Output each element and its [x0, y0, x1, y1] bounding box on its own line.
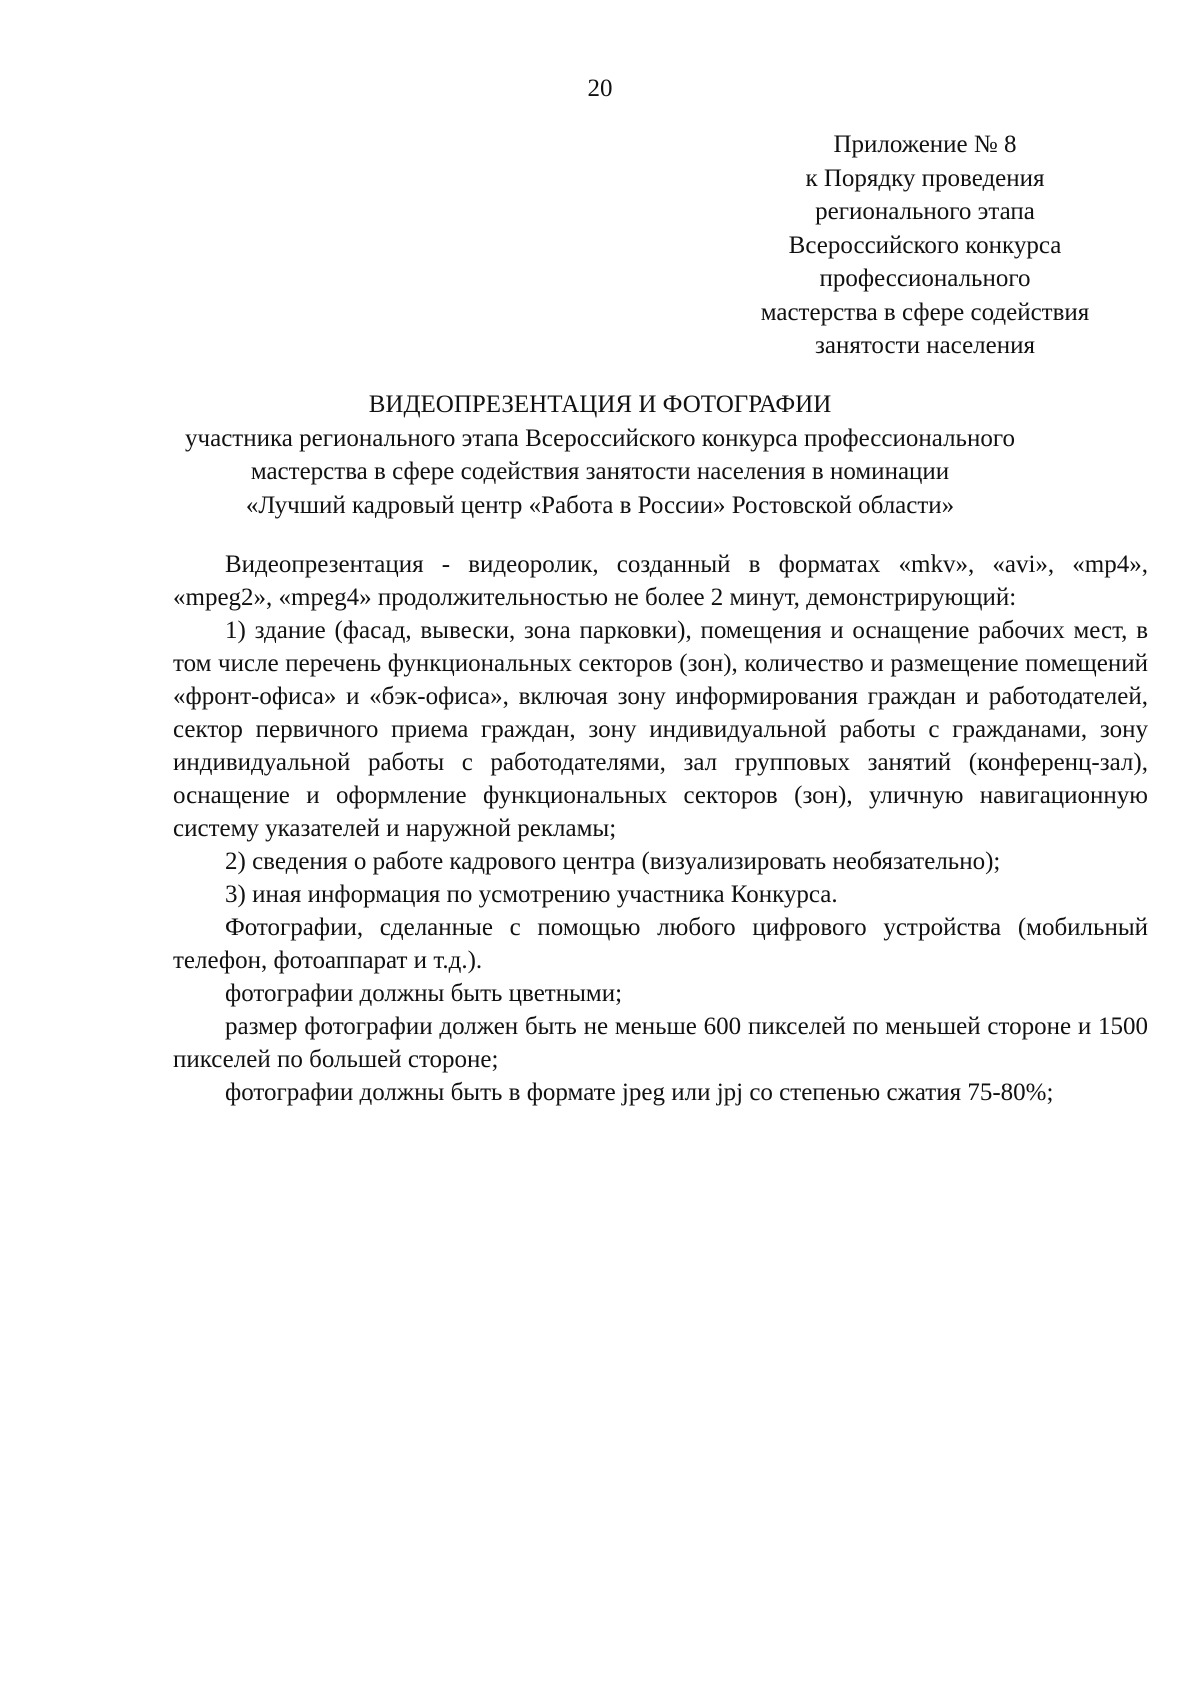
page-number: 20: [587, 75, 613, 102]
paragraph-item-3: 3) иная информация по усмотрению участника Конкурса.: [225, 881, 838, 908]
title-subline: «Лучший кадровый центр «Работа в России» Ростовской области»: [245, 491, 955, 519]
appendix-line: Приложение № 8: [833, 131, 1017, 158]
paragraph-photos: Фотографии, сделанные с помощью любого цифрового устройства (мобильный телефон, фотоаппарат и т.д.).: [173, 914, 1148, 974]
appendix-line: занятости населения: [814, 332, 1036, 359]
paragraph-photos-size: размер фотографии должен быть не меньше 600 пикселей по меньшей стороне и 1500 пикселей по большей стороне;: [173, 1013, 1148, 1073]
appendix-line: к Порядку проведения: [805, 164, 1045, 192]
appendix-line: регионального этапа: [815, 198, 1035, 225]
appendix-line: Всероссийского конкурса: [788, 231, 1062, 259]
title-subline: мастерства в сфере содействия занятости населения в номинации: [250, 458, 950, 485]
appendix-line: профессионального: [819, 265, 1031, 292]
appendix-line: мастерства в сфере содействия: [760, 298, 1090, 326]
title-heading: ВИДЕОПРЕЗЕНТАЦИЯ И ФОТОГРАФИИ: [368, 391, 832, 418]
document-body: [173, 548, 1148, 1109]
paragraph-item-2: 2) сведения о работе кадрового центра (визуализировать необязательно);: [225, 848, 1001, 875]
appendix-block: [730, 128, 1120, 363]
paragraph-photos-color: фотографии должны быть цветными;: [225, 980, 623, 1007]
paragraph-videopresentation: Видеопрезентация - видеоролик, созданный в форматах «mkv», «avi», «mp4», «mpeg2», «mpeg4» продолжительностью не более 2 минут, демонстрирующий:: [173, 551, 1148, 611]
title-subline: участника регионального этапа Всероссийского конкурса профессионального: [185, 424, 1015, 452]
paragraph-item-1: 1) здание (фасад, вывески, зона парковки), помещения и оснащение рабочих мест, в том числе перечень функциональных секторов (зон), количество и размещение помещений «фронт-офиса» и «бэк-офиса», включая зону информирования граждан и работодателей, сектор первичного приема граждан, зону индивидуальной работы с гражданами, зону индивидуальной работы с работодателями, зал групповых занятий (конференц-зал), оснащение и оформление функциональных секторов (зон), уличную навигационную систему указателей и наружной рекламы;: [173, 617, 1148, 842]
document-title: [150, 388, 1050, 522]
paragraph-photos-format: фотографии должны быть в формате jpeg или jpj со степенью сжатия 75-80%;: [225, 1079, 1054, 1106]
